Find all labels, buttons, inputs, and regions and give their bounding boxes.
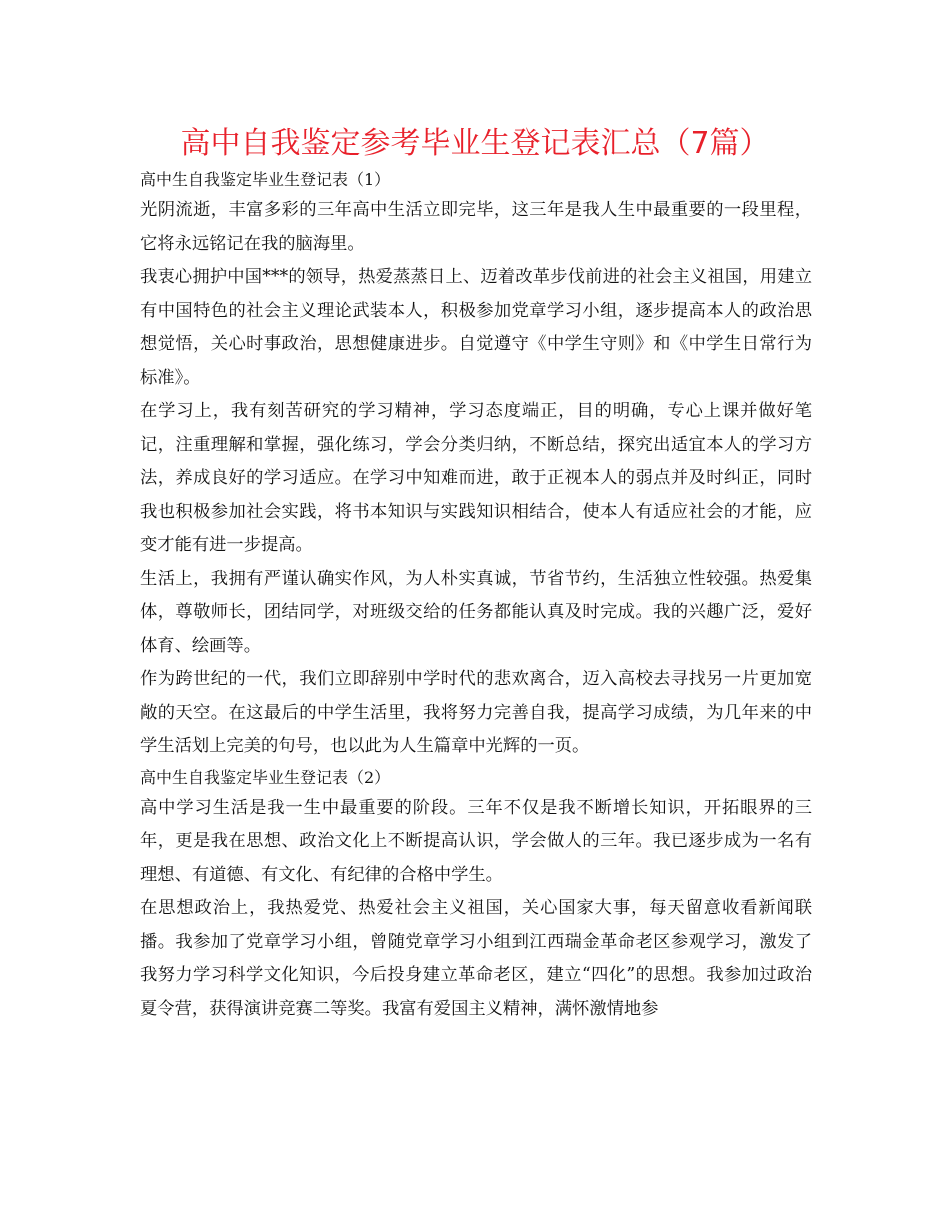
paragraph-3: 在学习上，我有刻苦研究的学习精神，学习态度端正，目的明确，专心上课并做好笔记，注重理解和掌握，强化练习，学会分类归纳，不断总结，探究出适宜本人的学习方法，养成良好的学习适应。在学习中知难而进，敢于正视本人的弱点并及时纠正，同时我也积极参加社会实践，将书本知识与实践知识相结合，使本人有适应社会的才能，应变才能有进一步提高。 (140, 401, 812, 555)
section-heading-1: 高中生自我鉴定毕业生登记表（1） (140, 170, 391, 189)
paragraph-5: 作为跨世纪的一代，我们立即辞别中学时代的悲欢离合，迈入高校去寻找另一片更加宽敞的天空。在这最后的中学生活里，我将努力完善自我，提高学习成绩，为几年来的中学生活划上完美的句号，也以此为人生篇章中光辉的一页。 (140, 669, 812, 756)
paragraph-7: 在思想政治上，我热爱党、热爱社会主义祖国，关心国家大事，每天留意收看新闻联播。我参加了党章学习小组，曾随党章学习小组到江西瑞金革命老区参观学习，激发了我努力学习科学文化知识，今后投身建立革命老区，建立“四化”的思想。我参加过政治夏令营，获得演讲竞赛二等奖。我富有爱国主义精神，满怀激情地参 (140, 898, 812, 1019)
paragraph-4: 生活上，我拥有严谨认确实作风，为人朴实真诚，节省节约，生活独立性较强。热爱集体，尊敬师长，团结同学，对班级交给的任务都能认真及时完成。我的兴趣广泛，爱好体育、绘画等。 (140, 568, 812, 656)
document-body (140, 166, 812, 1026)
paragraph-1: 光阴流逝，丰富多彩的三年高中生活立即完毕，这三年是我人生中最重要的一段里程，它将永远铭记在我的脑海里。 (140, 200, 812, 254)
paragraph-6: 高中学习生活是我一生中最重要的阶段。三年不仅是我不断增长知识，开拓眼界的三年，更是我在思想、政治文化上不断提高认识，学会做人的三年。我已逐步成为一名有理想、有道德、有文化、有纪律的合格中学生。 (140, 797, 812, 885)
paragraph-2: 我衷心拥护中国***的领导，热爱蒸蒸日上、迈着改革步伐前进的社会主义祖国，用建立有中国特色的社会主义理论武装本人，积极参加党章学习小组，逐步提高本人的政治思想觉悟，关心时事政治，思想健康进步。自觉遵守《中学生守则》和《中学生日常行为标准》。 (140, 267, 812, 388)
section-heading-2: 高中生自我鉴定毕业生登记表（2） (140, 767, 391, 787)
document-title: 高中自我鉴定参考毕业生登记表汇总（7篇） (180, 126, 770, 161)
